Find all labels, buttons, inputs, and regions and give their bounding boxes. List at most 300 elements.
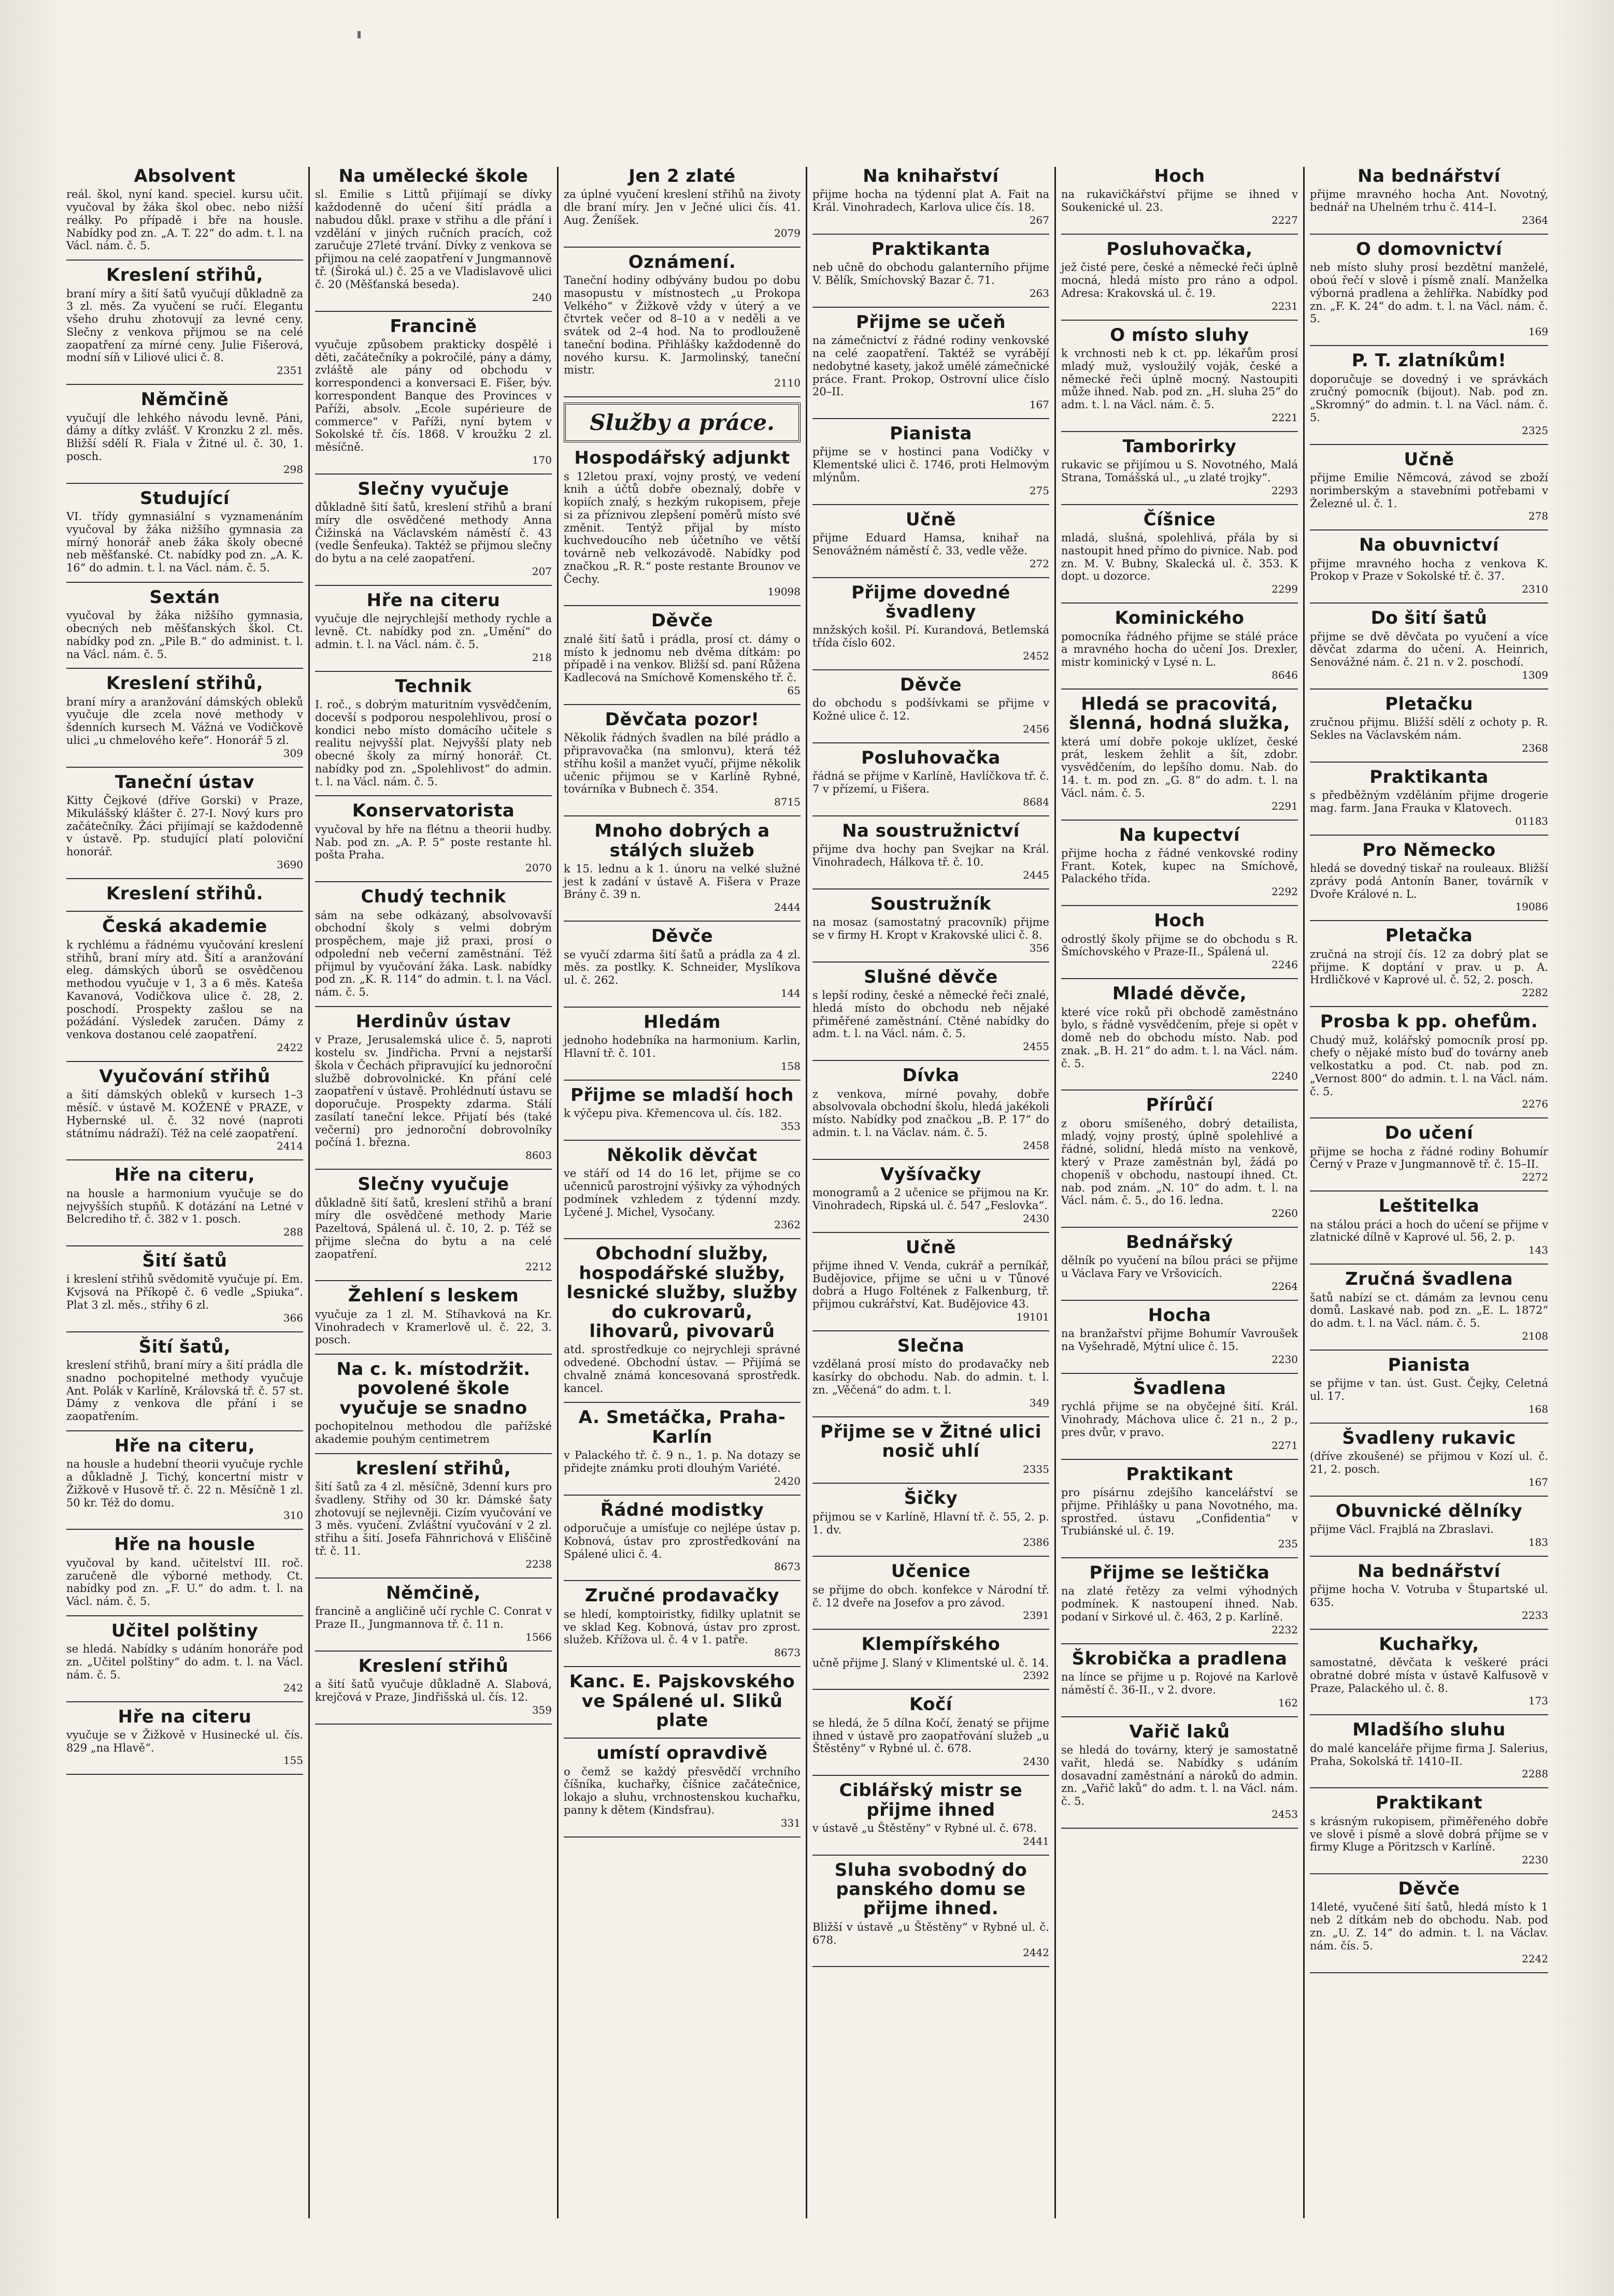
ad-heading: Přijme dovedné švadleny [851, 582, 1010, 623]
ad-heading: Děvče [899, 674, 962, 695]
ad-text: sl. Emilie s Littů přijímají se dívky každodenně do učení šití prádla a nabudou důkl. praxe v střihu a dle přání i vzdělání v jiných ručních pracích, což zaručuje 27leté trvání. Dívky z venkova se přijmou na celé zaopatření v Jungmannově tř. (Široká ul.) č. 25 a ve Vladislavově ulici č. 20 (Měšťanská beseda). [315, 188, 552, 291]
classified-ad [1061, 1233, 1298, 1293]
ad-separator [1310, 444, 1548, 445]
ad-separator [1061, 978, 1298, 979]
ad-heading: Tamborirky [1122, 436, 1237, 457]
ad-heading: Hře na citeru, [114, 1165, 255, 1186]
ad-reference-number: 65 [787, 684, 801, 697]
ad-text: Chudý muž, kolářský pomocník prosí pp. chefy o nějaké místo buď do továrny aneb velkostatku a pod. Ct. nab. pod zn. „Vernost 800“ do admin. t. l. na Václ. nám. č. 5. [1310, 1034, 1548, 1098]
ad-separator [66, 384, 303, 385]
ad-reference-number: 2458 [1023, 1139, 1049, 1152]
ad-text: kreslení střihů, braní míry a šití prádla dle snadno pochopitelné methody vyučuje Ant. Polák v Karlíně, Královská tř. č. 57 st. Dámy z venkova dle přání i se zaopatřením. [66, 1359, 303, 1423]
ad-text: se přijme do obch. konfekce v Národní tř. č. 12 dveře na Josefov a pro závod. [812, 1583, 1049, 1609]
ad-separator [1061, 688, 1298, 690]
classified-ad [564, 1244, 801, 1395]
ad-separator [1061, 234, 1298, 235]
ad-reference-number: 2442 [1023, 1946, 1049, 1959]
classified-ad [66, 917, 303, 1054]
ad-text: k výčepu piva. Křemencova ul. čís. 182. [564, 1107, 782, 1120]
classified-ad [1310, 768, 1548, 827]
ad-separator [1061, 1828, 1298, 1829]
ad-heading: Soustružník [870, 893, 992, 914]
ad-reference-number: 2233 [1522, 1609, 1548, 1621]
ad-reference-number: 349 [1029, 1396, 1049, 1409]
ad-text: přijme dva hochy pan Svejkar na Král. Vinohradech, Hálkova tř. č. 10. [812, 843, 1049, 868]
classified-ad [1061, 437, 1298, 497]
ad-heading: Praktikant [1126, 1463, 1233, 1485]
ad-heading: Žehlení s leskem [348, 1285, 519, 1307]
ad-separator [812, 1556, 1049, 1557]
ad-separator [564, 1580, 801, 1581]
ad-heading: Hře na citeru [118, 1706, 252, 1727]
classified-ad [1061, 510, 1298, 595]
ad-separator [812, 577, 1049, 578]
ad-text: na zámečnictví z řádné rodiny venkovské na celé zaopatření. Taktéž se vyrábějí nedobytné kasety, jakož umělé zámečnické práce. Frant. Prokop, Ostrovní ulice číslo 20–II. [812, 334, 1049, 398]
ad-heading: Učitel polštiny [111, 1620, 259, 1641]
ad-heading: Šičky [904, 1488, 958, 1509]
classified-ad [1061, 826, 1298, 898]
ad-separator [1310, 1972, 1548, 1973]
classified-ad [812, 676, 1049, 735]
ad-reference-number: 2276 [1522, 1098, 1548, 1111]
ad-separator [315, 585, 552, 586]
classified-ad [1310, 450, 1548, 523]
ad-heading: Praktikant [1375, 1792, 1483, 1814]
ad-separator [812, 1966, 1049, 1967]
ad-separator [812, 418, 1049, 419]
ad-text: na mosaz (samostatný pracovník) přijme se v firmy H. Kropt v Krakovské ulici č. 8. [812, 916, 1049, 941]
classified-ad [564, 611, 801, 696]
ad-reference-number: 242 [283, 1681, 303, 1694]
ad-text: vyučuje za 1 zl. M. Stíhavková na Kr. Vinohradech v Kramerlově ul. č. 22, 3. posch. [315, 1308, 552, 1346]
ad-text: do obchodu s podšívkami se přijme v Kožné ulice č. 12. [812, 697, 1049, 723]
classified-ad [1061, 609, 1298, 681]
classified-ad [812, 240, 1049, 299]
classified-ad [1061, 1649, 1298, 1709]
ad-text: vyučují dle lehkého návodu levně. Páni, dámy a dítky zvlášť. V Kronzku 2 zl. měs. Bližší sdělí R. Fiala v Žitné ul. č. 30, 1. posch. [66, 411, 303, 463]
ad-reference-number: 8673 [774, 1646, 801, 1659]
ad-heading: A. Smetáčka, Praha-Karlín [578, 1407, 786, 1447]
classified-ad [812, 895, 1049, 954]
ad-separator [1310, 1190, 1548, 1192]
ad-heading: Přijme se učeň [855, 311, 1006, 333]
ad-heading: Šití šatů [142, 1251, 227, 1272]
ad-reference-number: 2272 [1522, 1171, 1548, 1184]
ad-reference-number: 2227 [1272, 213, 1298, 226]
ad-reference-number: 2391 [1023, 1609, 1049, 1622]
ad-heading: Slečna [897, 1335, 965, 1356]
classified-ad [66, 1707, 303, 1767]
ad-separator [66, 1701, 303, 1702]
ad-separator [564, 921, 801, 922]
ad-separator [812, 1159, 1049, 1160]
ad-reference-number: 2299 [1272, 583, 1298, 596]
ad-reference-number: 2264 [1272, 1280, 1298, 1293]
ad-reference-number: 2230 [1522, 1854, 1548, 1867]
classified-ad [1310, 1429, 1548, 1488]
ad-reference-number: 275 [1029, 484, 1049, 497]
ad-separator [66, 1615, 303, 1616]
ad-text: za úplné vyučení kreslení střihů na životy dle braní míry. Jen v Ječné ulici čís. 41. Aug. Ženíšek. [564, 188, 801, 226]
classified-ad [1061, 1563, 1298, 1636]
ad-heading: Učenice [891, 1561, 971, 1582]
ad-heading: Slušné děvče [864, 966, 998, 987]
ad-separator [315, 1453, 552, 1454]
ad-heading: Pianista [1388, 1354, 1470, 1375]
classified-ad [812, 1695, 1049, 1768]
ad-separator [1310, 1787, 1548, 1788]
classified-ad [1061, 1306, 1298, 1366]
ad-heading: Prosba k pp. ohefům. [1320, 1011, 1538, 1032]
classified-ad [564, 1408, 801, 1487]
ad-separator [315, 795, 552, 796]
ad-separator [812, 504, 1049, 505]
classified-ad [1310, 1197, 1548, 1256]
ad-heading: Němčině [140, 389, 229, 410]
ad-heading: Na soustružnictví [842, 820, 1020, 841]
ad-reference-number: 167 [1528, 1475, 1548, 1488]
classified-ad [315, 1175, 552, 1273]
classified-ad [1310, 926, 1548, 999]
ad-reference-number: 3690 [277, 858, 303, 871]
ad-reference-number: 167 [1029, 398, 1049, 411]
classified-ad [66, 1166, 303, 1238]
ad-heading: Vyšívačky [880, 1164, 981, 1185]
classified-ad [564, 167, 801, 239]
ad-reference-number: 267 [1029, 213, 1049, 226]
ad-reference-number: 8684 [1023, 795, 1049, 808]
classified-ad [564, 927, 801, 999]
ad-heading: Přijme se leštička [1089, 1562, 1270, 1584]
ad-reference-number: 162 [1278, 1696, 1298, 1709]
ad-reference-number: 272 [1029, 557, 1049, 570]
classified-ad [1061, 240, 1298, 312]
ad-reference-number: 19086 [1515, 900, 1548, 913]
ad-heading: Děvče [651, 926, 713, 947]
column-2 [310, 167, 559, 2218]
ad-separator [1061, 1227, 1298, 1228]
ad-reference-number: 2430 [1023, 1212, 1049, 1225]
ad-heading: Hoch [1154, 167, 1205, 186]
ad-text: i kreslení střihů svědomitě vyučuje pí. Em. Kvjsová na Příkopě č. 6 vedle „Spiuka“. Plat 3 zl. měs., střihy 6 zl. [66, 1273, 303, 1311]
classified-ad [812, 1165, 1049, 1225]
ad-heading: Děvče [651, 610, 713, 632]
ad-reference-number: 2271 [1272, 1439, 1298, 1452]
ad-text: přijme se hocha z řádné rodiny Bohumír Černý v Praze v Jungmannově tř. č. 15–II. [1310, 1145, 1548, 1171]
ad-heading: Zručné prodavačky [584, 1585, 780, 1606]
classified-ad [564, 449, 801, 598]
ad-reference-number: 1566 [525, 1630, 552, 1643]
ad-heading: Studující [139, 487, 230, 509]
ad-text: VI. třídy gymnasiální s vyznamenáním vyučoval by žáka nižšího gymnasia za mírný honorář aneb žáka školy obecné neb měšťanské. Ct. nabídky pod zn. „A. K. 16“ do admin. t. l. na Václ. nám. č. 5. [66, 510, 303, 575]
ad-heading: Pletačku [1385, 693, 1473, 714]
classified-ad [564, 1086, 801, 1132]
ad-reference-number: 207 [532, 565, 552, 578]
classified-ad [812, 968, 1049, 1053]
ad-separator [1061, 504, 1298, 505]
ad-heading: Děvčata pozor! [605, 709, 760, 730]
ad-reference-number: 2386 [1023, 1536, 1049, 1549]
classified-ad [1310, 841, 1548, 913]
classified-ad [315, 801, 552, 874]
ad-separator [315, 1724, 552, 1725]
classified-ad [564, 1501, 801, 1573]
ad-heading: Hoch [1154, 910, 1205, 931]
ad-text: a šití šatů vyučuje důkladně A. Slabová, krejčová v Praze, Jindřišská ul. čís. 12. [315, 1678, 552, 1703]
ad-reference-number: 2414 [277, 1140, 303, 1153]
ad-separator [1061, 820, 1298, 821]
ad-separator [1310, 835, 1548, 836]
classified-ad [315, 317, 552, 466]
ad-heading: Učně [1404, 449, 1454, 470]
ad-reference-number: 2079 [774, 226, 801, 239]
ad-text: se hledí, komptoiristky, fidilky uplatnit se ve sklad Keg. Kobnová, ústav pro zprost. služeb. Křížova ul. č. 4 v 1. patře. [564, 1608, 801, 1646]
ad-reference-number: 278 [1528, 510, 1548, 523]
ad-text: Taneční hodiny odbývány budou po dobu masopustu v místnostech „u Prokopa Velkého“ v Žižkově vždy v úterý a ve čtvrtek večer od 8–10 a v neděli a ve svátek od 2–4 hod. Na to prodlouženě taneční bodina. Přihlášky každodenně do nového kursu. K. Jarmolinský, taneční mistr. [564, 274, 801, 377]
ad-text: přijme Václ. Frajblá na Zbraslavi. [1310, 1523, 1494, 1536]
ad-heading: Mladé děvče, [1112, 983, 1247, 1005]
classified-columns [61, 167, 1553, 2218]
ad-separator [564, 1007, 801, 1008]
ad-text: na housle a hudební theorii vyučuje rychle a důkladně J. Tichý, koncertní mistr v Žižkově v Husově tř. č. 22 n. Měsíčně 1 zl. 50 kr. Též do domu. [66, 1458, 303, 1509]
ad-text: do malé kanceláře přijme firma J. Salerius, Praha, Sokolská tř. 1410–II. [1310, 1742, 1548, 1768]
ad-separator [66, 1774, 303, 1775]
ad-text: (dříve zkoušené) se přijmou v Kozí ul. č. 21, 2. posch. [1310, 1450, 1548, 1475]
ad-reference-number: 155 [283, 1754, 303, 1767]
ad-text: Bližší v ústavě „u Štěstěny“ v Rybné ul. č. 678. [812, 1920, 1049, 1946]
ad-separator [1310, 1873, 1548, 1874]
section-banner-label: Služby a práce. [590, 410, 775, 436]
ad-heading: Švadlena [1133, 1377, 1226, 1399]
ad-text: rukavic se přijímou u S. Novotného, Malá Strana, Tomášská ul., „u zlaté trojky“. [1061, 458, 1298, 484]
classified-ad [1061, 1379, 1298, 1452]
ad-separator [1061, 431, 1298, 432]
ad-heading: Posluhovačka, [1106, 238, 1253, 260]
classified-ad [1061, 984, 1298, 1082]
ad-text: braní míry a aranžování dámských obleků vyučuje dle zcela nové methody v šdenních kursech M. Vážná ve Vodičkově ulici „u chmelového keře“. Honorář 5 zl. [66, 695, 303, 747]
ad-separator [564, 815, 801, 816]
ad-separator [564, 1238, 801, 1239]
ad-text: hledá se dovedný tiskař na rouleaux. Bližší zprávy podá Antonín Baner, továrník v Dvoře Králové n. L. [1310, 862, 1548, 900]
ad-text: v Praze, Jerusalemská ulice č. 5, naproti kostelu sv. Jindřicha. První a nejstarší škola v Čechách připravující ku jednoroční službě dobrovolnické. Kn přání celé zaopatření v ústavě. Prohlédnutí ústavu se doporučuje. Prospekty zdarma. Stálí zasílatí taneční lekce. Přijatí bés (také večerní) pro jednoroční dobrovolníky počíná 1. března. [315, 1034, 552, 1149]
ad-text: neb místo sluhy prosí bezdětní manželé, oboú řečí v slově i písmě znalí. Manželka výborná pradlena a žehlířka. Nabídky pod zn. „F. K. 24“ do adm. t. l. na Václ. nám. č. 5. [1310, 261, 1548, 325]
ad-reference-number: 2422 [277, 1041, 303, 1054]
classified-ad [812, 167, 1049, 226]
ad-reference-number: 8715 [774, 796, 801, 809]
ad-separator [564, 1402, 801, 1403]
ad-text: odrostlý školy přijme se do obchodu s R. Šmíchovského v Praze-II., Spálená ul. [1061, 932, 1298, 958]
ad-reference-number: 331 [780, 1816, 801, 1829]
column-5 [1056, 167, 1305, 2218]
ad-heading: Přijme se v Žitné ulici nosič uhlí [820, 1421, 1041, 1462]
ad-heading: kreslení střihů, [355, 1458, 511, 1479]
ad-separator [1310, 1714, 1548, 1715]
classified-ad [1061, 167, 1298, 226]
ad-separator [315, 671, 552, 672]
ad-heading: Sextán [149, 586, 220, 608]
ad-heading: Na obuvnictví [1359, 535, 1499, 556]
ad-separator [1310, 1496, 1548, 1497]
classified-ad [1061, 1096, 1298, 1219]
ad-text: šatů nabízí se ct. dámám za levnou cenu domů. Laskavé nab. pod zn. „E. L. 1872“ do adm. t. l. na Václ. nám. č. 5. [1310, 1291, 1548, 1330]
ad-heading: Ciblářský mistr se přijme ihned [839, 1780, 1023, 1820]
ad-heading: Řádné modistky [600, 1499, 764, 1520]
ad-text: důkladně šití šatů, kreslení střihů a braní míry dle osvědčené methody Marie Pazeltová, Spálená ul. č. 10, 2. p. Též se přijme slečna do bytu a na celé zaopatření. [315, 1196, 552, 1260]
ad-reference-number: 2453 [1272, 1807, 1298, 1820]
ad-reference-number: 2108 [1522, 1329, 1548, 1342]
ad-text: přijme mravného hocha Ant. Novotný, bednář na Uhelném trhu č. 414–I. [1310, 188, 1548, 214]
ad-text: vyučuje způsobem prakticky dospělé i děti, začátečníky a pokročilé, pány a dámy, zvláště ale pány od obchodu v korrespondenci a konversaci E. Fišer, býv. korrespondent Banque des Provinces v Paříži, absolv. „Ecole supérieure de commerce“ v Paříži, nyní bytem v Sokolské tř. čís. 1868. V kroužku 2 zl. měsíčně. [315, 338, 552, 454]
ad-heading: Němčině, [386, 1582, 481, 1603]
ad-text: dělník po vyučení na bílou práci se přijme u Václava Fary ve Vršovicích. [1061, 1254, 1298, 1280]
classified-ad [66, 773, 303, 871]
classified-ad [1310, 1502, 1548, 1548]
ad-reference-number: 288 [283, 1226, 303, 1239]
ad-separator [1310, 1556, 1548, 1557]
ad-heading: umístí opravdivě [596, 1743, 768, 1764]
ad-text: jež čisté pere, české a německé řeči úplně mocná, hledá místo pro ráno a odpol. Adresa: Krakovská ul. č. 19. [1061, 261, 1298, 299]
ad-reference-number: 2420 [774, 1474, 801, 1487]
ad-reference-number: 2293 [1272, 484, 1298, 497]
classified-ad [66, 1252, 303, 1324]
ad-separator [315, 1651, 552, 1652]
ad-heading: Šití šatů, [138, 1336, 231, 1357]
ad-heading: Česká akademie [102, 916, 267, 937]
ad-heading: Na umělecké škole [338, 167, 529, 186]
ad-heading: Na knihařství [863, 167, 999, 186]
ad-reference-number: 2325 [1522, 424, 1548, 437]
ad-reference-number: 309 [283, 747, 303, 759]
ad-separator [1061, 1459, 1298, 1460]
classified-ad [812, 1066, 1049, 1151]
ad-reference-number: 263 [1029, 286, 1049, 299]
classified-ad [812, 1489, 1049, 1548]
ad-text: z venkova, mírné povahy, dobře absolvovala obchodní školu, hledá jakékoli místo. Nabídky pod značkou „B. P. 17“ do admin. t. l. na Václav. nám. č. 5. [812, 1087, 1049, 1139]
ad-reference-number: 218 [532, 651, 552, 664]
ad-text: 14leté, vyučené šití šatů, hledá místo k 1 neb 2 dítkám neb do obchodu. Nab. pod zn. „U. Z. 14“ do admin. t. l. na Václav. nám. čís. 5. [1310, 1901, 1548, 1952]
ad-separator [1310, 234, 1548, 235]
classified-ad [564, 1672, 801, 1730]
ad-text: vyučuje se v Žižkově v Husinecké ul. čís. 829 „na Hlavě“. [66, 1728, 303, 1754]
classified-ad [1310, 351, 1548, 436]
ad-separator [1310, 345, 1548, 346]
classified-ad [66, 1535, 303, 1608]
ad-text: neb učně do obchodu galanterního přijme V. Bělík, Smíchovský Bazar č. 71. [812, 261, 1049, 287]
classified-ad [564, 1146, 801, 1231]
ad-heading: Zručná švadlena [1345, 1269, 1513, 1290]
ad-text: na línce se přijme u p. Rojové na Karlově náměstí č. 36-II., v 2. dvore. [1061, 1671, 1298, 1696]
ad-separator [1310, 762, 1548, 763]
ad-separator [66, 1331, 303, 1332]
ad-separator [66, 668, 303, 669]
classified-ad [1310, 240, 1548, 338]
ad-heading: Hledá se pracovitá, šlenná, hodná služka, [1069, 693, 1290, 734]
classified-ad [315, 1584, 552, 1643]
ad-reference-number: 2445 [1023, 868, 1049, 881]
ad-separator [1310, 688, 1548, 690]
ad-reference-number: 2288 [1522, 1768, 1548, 1781]
classified-ad [1310, 1793, 1548, 1866]
classified-ad [66, 1621, 303, 1694]
ad-heading: O místo sluhy [1110, 324, 1249, 346]
ad-separator [564, 1836, 801, 1838]
ad-separator [1310, 602, 1548, 604]
ad-reference-number: 2110 [774, 377, 801, 390]
ad-text: přijme se v hostinci pana Vodičky v Klementské ulici č. 1746, proti Helmovým mlýnům. [812, 446, 1049, 484]
ad-reference-number: 8603 [525, 1149, 552, 1162]
ad-reference-number: 310 [283, 1509, 303, 1522]
ad-reference-number: 298 [283, 463, 303, 476]
ad-text: přijme ihned V. Venda, cukrář a perníkář, Budějovice, přijme se učni u v Tůnové dobrá a Hugo Foltének z Falkenburg, tř. přijmou cukrářství, Kat. Budějovice 43. [812, 1259, 1049, 1311]
ad-reference-number: 2260 [1272, 1207, 1298, 1220]
ad-reference-number: 169 [1528, 325, 1548, 338]
classified-ad [564, 1586, 801, 1659]
classified-ad [1310, 609, 1548, 681]
ad-text: přijme mravného hocha z venkova K. Prokop v Praze v Sokolské tř. č. 37. [1310, 557, 1548, 583]
ad-text: k rychlému a řádnému vyučování kreslení střihů, braní míry atd. Šití a aranžování eleg. dámských úborů se osvědčenou methodou vyučuje v 1, 3 a 6 měs. Kateša Kavanová, Vodičkova ulice č. 28, 2. poschodí. Prospekty zašlou se na požádání. Výsledek zaručen. Dámy z venkova dostanou celé zaopatření. [66, 938, 303, 1041]
classified-ad [1310, 1124, 1548, 1183]
ad-heading: Taneční ústav [115, 771, 255, 793]
ad-text: přijme hocha z řádné venkovské rodiny Frant. Kotek, kupec na Smíchově, Palackého třída. [1061, 846, 1298, 885]
ad-text: o čemž se každý přesvědčí vrchního číšníka, kuchařky, číšnice začátečnice, lokajo a sluhu, vrchnostenskou kuchařku, panny k dětem (Kindsfrau). [564, 1765, 801, 1817]
page-mark [358, 31, 361, 38]
ad-heading: Posluhovačka [861, 747, 1001, 768]
ad-text: na stálou práci a hoch do učení se přijme v zlatnické dílně v Kaprové ul. 56, 2. p. [1310, 1218, 1548, 1244]
ad-heading: Obchodní služby, hospodářské služby, lesnické služby, služby do cukrovarů, lihovarů, pivovarů [566, 1243, 798, 1342]
ad-text: řádná se přijme v Karlíně, Havlíčkova tř. č. 7 v přízemí, u Fišera. [812, 770, 1049, 796]
ad-heading: Bednářský [1126, 1232, 1233, 1253]
classified-ad [812, 1238, 1049, 1323]
ad-heading: Kanc. E. Pajskovského ve Spálené ul. Sliků plate [569, 1671, 795, 1731]
ad-separator [812, 1629, 1049, 1630]
section-banner [564, 403, 801, 442]
ad-separator [564, 1140, 801, 1141]
ad-heading: Učně [905, 509, 956, 530]
ad-heading: Kočí [909, 1694, 952, 1715]
ad-text: které více roků při obchodě zaměstnáno bylo, s řádně vysvědčením, přeje si opět v domě neb do obchodu místo. Nab. pod znak. „B. H. 21“ do adm. t. l. na Václ. nám. č. 5. [1061, 1006, 1298, 1070]
ad-text: reál. škol, nyní kand. speciel. kursu učit. vyučoval by žáka škol obec. nebo nižší reálky. Po případě i bře na housle. Nabídky pod zn. „A. T. 22“ do adm. t. l. na Václ. nám. č. 5. [66, 188, 303, 252]
ad-heading: Škrobička a pradlena [1072, 1648, 1288, 1669]
ad-heading: Kuchařky, [1379, 1633, 1479, 1655]
ad-reference-number: 19101 [1016, 1310, 1049, 1323]
ad-heading: Vařič laků [1129, 1721, 1230, 1742]
ad-separator [66, 1529, 303, 1530]
ad-heading: Hře na housle [114, 1534, 255, 1555]
ad-reference-number: 2335 [1023, 1463, 1049, 1476]
ad-separator [812, 669, 1049, 670]
ad-text: s lepší rodiny, české a německé řeči znalé, hledá místo do obchodu neb nějaké přiměřené zaměstnání. Ctěné nabídky do adm. t. l. na Václ. nám. č. 5. [812, 989, 1049, 1040]
classified-ad [1310, 1635, 1548, 1707]
ad-separator [1061, 602, 1298, 604]
classified-ad [315, 677, 552, 788]
classified-ad [1310, 1270, 1548, 1342]
classified-ad [812, 822, 1049, 881]
ad-separator [1310, 1264, 1548, 1265]
ad-reference-number: 8646 [1272, 668, 1298, 681]
ad-heading: Přírůčí [1146, 1095, 1213, 1116]
ad-reference-number: 356 [1029, 941, 1049, 954]
ad-reference-number: 235 [1278, 1538, 1298, 1551]
ad-separator [1061, 1643, 1298, 1644]
ad-separator [66, 878, 303, 879]
ad-heading: Praktikanta [1369, 766, 1489, 787]
classified-ad [315, 1012, 552, 1161]
ad-text: přijme se dvě děvčata po vyučení a více děvčat zdarma do učení. A. Heinrich, Senovážné nám. č. 21 n. v 2. poschodí. [1310, 630, 1548, 669]
ad-heading: Hledám [644, 1011, 721, 1032]
ad-reference-number: 2230 [1272, 1353, 1298, 1366]
ad-reference-number: 158 [780, 1059, 801, 1072]
ad-text: pochopitelnou methodou dle pařížské akademie pouhým centimetrem [315, 1420, 552, 1446]
